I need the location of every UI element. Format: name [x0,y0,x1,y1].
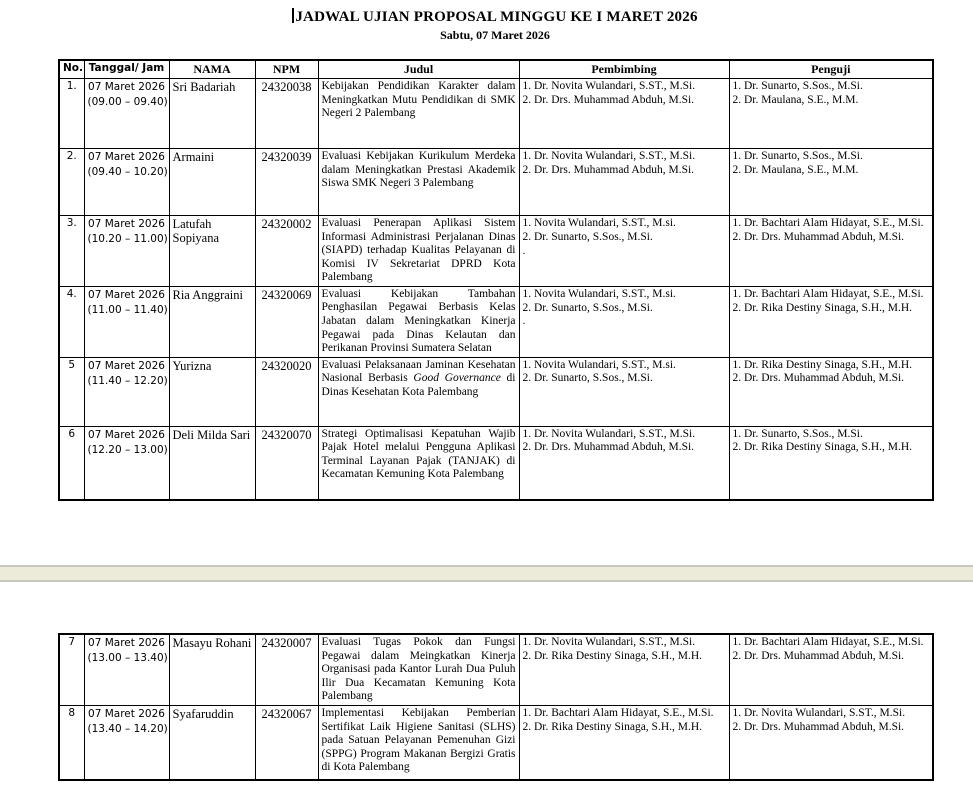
cell-no[interactable]: 3. [59,216,84,287]
cell-judul[interactable] [318,286,519,357]
person-line: 2. Dr. Rika Destiny Sinaga, S.H., M.H. [732,301,913,314]
cell-tanggal-jam[interactable] [84,357,169,426]
jam-text: (09.40 – 10.20) [87,166,168,179]
jam-text: (13.00 – 13.40) [87,652,168,665]
jam-text: (11.00 – 11.40) [87,304,168,317]
cell-nama[interactable]: Deli Milda Sari [169,426,255,500]
person-line: 1. Dr. Rika Destiny Sinaga, S.H., M.H. [732,358,913,371]
table-row [59,357,933,426]
title-block [58,8,932,43]
cell-npm[interactable]: 24320020 [255,357,318,426]
cell-pembimbing[interactable] [519,426,729,500]
person-line: 1. Dr. Novita Wulandari, S.ST., M.Si. [522,636,696,649]
person-line: 1. Dr. Bachtari Alam Hidayat, S.E., M.Si. [522,706,714,719]
judul-text: Evaluasi Kebijakan Kurikulum Merdeka dalam Meningkatkan Prestasi Akademik Siswa SMK Negeri 3 Palembang [321,150,516,190]
person-line: 1. Dr. Bachtari Alam Hidayat, S.E., M.Si. [732,217,924,229]
cell-nama[interactable]: Armaini [169,149,255,216]
person-line: 2. Dr. Rika Destiny Sinaga, S.H., M.H. [732,441,913,454]
cell-penguji[interactable] [729,357,933,426]
cell-judul[interactable] [318,149,519,216]
cell-npm[interactable]: 24320038 [255,79,318,149]
cell-penguji[interactable] [729,79,933,149]
person-line: 1. Dr. Novita Wulandari, S.ST., M.Si. [522,150,696,162]
col-header-pembimbing: Pembimbing [519,60,729,79]
cell-judul[interactable] [318,426,519,500]
col-header-npm: NPM [255,60,318,79]
col-header-judul: Judul [318,60,519,79]
cell-npm[interactable]: 24320070 [255,426,318,500]
jam-text: (11.40 – 12.20) [87,374,168,387]
page-title[interactable]: JADWAL UJIAN PROPOSAL MINGGU KE I MARET 2026 [295,9,698,25]
page2-top-margin [0,582,973,633]
col-header-tanggal-jam: Tanggal/ Jam [84,60,169,79]
person-line: 2. Dr. Maulana, S.E., M.M. [732,93,859,106]
person-line: 2. Dr. Drs. Muhammad Abduh, M.Si. [732,649,905,662]
table-row [59,149,933,216]
table-row [59,705,933,780]
person-line: 1. Dr. Novita Wulandari, S.ST., M.Si. [522,80,696,92]
cell-pembimbing[interactable] [519,286,729,357]
person-line: 2. Dr. Sunarto, S.Sos., M.Si. [522,301,653,314]
col-header-nama: NAMA [169,60,255,79]
judul-text: Evaluasi Pelaksanaan Jaminan Kesehatan Nasional Berbasis [321,358,516,385]
judul-text: Evaluasi Kebijakan Tambahan Penghasilan Pegawai Berbasis Kelas Jabatan dalam Meningkatkan Kinerja Pegawai pada Dinas Kelautan dan Perikanan Provinsi Sumatera Selatan [321,287,516,355]
cell-tanggal-jam[interactable] [84,216,169,287]
cell-tanggal-jam[interactable] [84,705,169,780]
person-line: 1. Dr. Bachtari Alam Hidayat, S.E., M.Si. [732,287,924,300]
judul-text-post: di Dinas Kesehatan Kota Palembang [321,372,516,398]
cell-judul[interactable] [318,357,519,426]
judul-italic-text: Good Governance [413,372,501,385]
cell-nama[interactable]: Masayu Rohani [169,634,255,705]
cell-no[interactable]: 5 [59,357,84,426]
person-line: 1. Dr. Sunarto, S.Sos., M.Si. [732,427,863,440]
cell-penguji[interactable] [729,634,933,705]
cell-pembimbing[interactable] [519,634,729,705]
cell-tanggal-jam[interactable] [84,79,169,149]
tanggal-text: 07 Maret 2026 [88,81,165,93]
tanggal-text: 07 Maret 2026 [88,428,165,441]
cell-npm[interactable]: 24320069 [255,286,318,357]
jam-text: (13.40 – 14.20) [87,723,168,736]
cell-nama[interactable]: Syafaruddin [169,705,255,780]
header-row [59,60,933,79]
judul-text: Strategi Optimalisasi Kepatuhan Wajib Pajak Hotel melalui Pengguna Aplikasi Terminal Layanan Pajak (TANJAK) di Kecamatan Kemuning Kota Palembang [321,427,516,481]
person-line: 2. Dr. Drs. Muhammad Abduh, M.Si. [732,720,905,733]
tanggal-text: 07 Maret 2026 [88,288,165,301]
tanggal-text: 07 Maret 2026 [88,707,165,720]
person-line: 2. Dr. Sunarto, S.Sos., M.Si. [522,372,653,385]
cell-judul[interactable] [318,705,519,780]
cell-nama[interactable]: Ria Anggraini [169,286,255,357]
cell-penguji[interactable] [729,705,933,780]
cell-npm[interactable]: 24320067 [255,705,318,780]
person-line: 2. Dr. Drs. Muhammad Abduh, M.Si. [732,372,905,385]
person-line: 2. Dr. Sunarto, S.Sos., M.Si. [522,230,653,243]
cell-penguji[interactable] [729,286,933,357]
table-row [59,634,933,705]
cell-pembimbing[interactable] [519,79,729,149]
table-row [59,79,933,149]
cell-no[interactable]: 8 [59,705,84,780]
cell-judul[interactable] [318,634,519,705]
jam-text: (12.20 – 13.00) [87,443,168,456]
table-row [59,286,933,357]
cell-judul[interactable] [318,216,519,287]
judul-text: Evaluasi Penerapan Aplikasi Sistem Informasi Administrasi Perjalanan Dinas (SIAPD) terhadap Kualitas Pelayanan di Komisi IV Sekretariat DPRD Kota Palembang [321,217,516,284]
col-header-penguji: Penguji [729,60,933,79]
person-line: 1. Dr. Novita Wulandari, S.ST., M.Si. [522,427,696,440]
cell-nama[interactable]: Latufah Sopiyana [169,216,255,287]
person-line: 2. Dr. Drs. Muhammad Abduh, M.Si. [522,441,695,454]
page-subtitle[interactable]: Sabtu, 07 Maret 2026 [440,28,550,42]
person-line: 2. Dr. Maulana, S.E., M.M. [732,163,859,176]
tanggal-text: 07 Maret 2026 [88,359,165,372]
person-line: 1. Dr. Sunarto, S.Sos., M.Si. [732,80,863,92]
tanggal-text: 07 Maret 2026 [88,151,165,163]
cell-penguji[interactable] [729,216,933,287]
cell-tanggal-jam[interactable] [84,286,169,357]
cell-penguji[interactable] [729,426,933,500]
cell-pembimbing[interactable] [519,705,729,780]
cell-npm[interactable]: 24320039 [255,149,318,216]
cell-no[interactable]: 4. [59,286,84,357]
schedule-table-page1 [58,59,934,501]
person-line: 1. Novita Wulandari, S.ST., M.si. [522,287,676,300]
cell-no[interactable]: 2. [59,149,84,216]
table-row [59,426,933,500]
cell-no[interactable]: 7 [59,634,84,705]
cell-tanggal-jam[interactable] [84,149,169,216]
table-row [59,216,933,287]
cell-no[interactable]: 1. [59,79,84,149]
page1-bottom-margin [0,501,973,565]
person-line: . [522,315,526,328]
col-header-no: No. [59,60,84,79]
cell-pembimbing[interactable] [519,149,729,216]
person-line: 1. Dr. Sunarto, S.Sos., M.Si. [732,150,863,162]
jam-text: (10.20 – 11.00) [87,233,168,246]
person-line: 1. Dr. Bachtari Alam Hidayat, S.E., M.Si. [732,636,924,649]
cell-pembimbing[interactable] [519,216,729,287]
person-line: 2. Dr. Drs. Muhammad Abduh, M.Si. [522,93,695,106]
person-line: 1. Dr. Novita Wulandari, S.ST., M.Si. [732,706,906,719]
judul-text: Kebijakan Pendidikan Karakter dalam Meningkatkan Mutu Pendidikan di SMK Negeri 2 Palembang [321,80,516,120]
person-line: 1. Novita Wulandari, S.ST., M.si. [522,217,676,229]
page-break-band [0,565,973,582]
cell-nama[interactable]: Yurizna [169,357,255,426]
cell-npm[interactable]: 24320007 [255,634,318,705]
cell-tanggal-jam[interactable] [84,426,169,500]
person-line: 2. Dr. Rika Destiny Sinaga, S.H., M.H. [522,720,703,733]
cell-npm[interactable]: 24320002 [255,216,318,287]
person-line: 2. Dr. Rika Destiny Sinaga, S.H., M.H. [522,649,703,662]
tanggal-text: 07 Maret 2026 [88,637,165,650]
cell-pembimbing[interactable] [519,357,729,426]
tanggal-text: 07 Maret 2026 [88,218,165,230]
person-line: 2. Dr. Drs. Muhammad Abduh, M.Si. [522,163,695,176]
cell-no[interactable]: 6 [59,426,84,500]
judul-text: Evaluasi Tugas Pokok dan Fungsi Pegawai dalam Meingkatkan Kinerja Organisasi pada Kantor Lurah Dua Puluh Ilir Dua Kecamatan Kemuning Kota Palembang [321,636,516,703]
cell-judul[interactable] [318,79,519,149]
cell-tanggal-jam[interactable] [84,634,169,705]
cell-penguji[interactable] [729,149,933,216]
jam-text: (09.00 – 09.40) [87,96,168,109]
person-line: . [522,244,526,257]
schedule-table-page2 [58,633,934,781]
person-line: 1. Novita Wulandari, S.ST., M.si. [522,358,676,371]
cell-nama[interactable]: Sri Badariah [169,79,255,149]
person-line: 2. Dr. Drs. Muhammad Abduh, M.Si. [732,230,905,243]
judul-text: Implementasi Kebijakan Pemberian Sertifikat Laik Higiene Sanitasi (SLHS) pada Satuan Pelayanan Pemenuhan Gizi (SPPG) Program Makanan Bergizi Gratis di Kota Palembang [321,706,516,774]
